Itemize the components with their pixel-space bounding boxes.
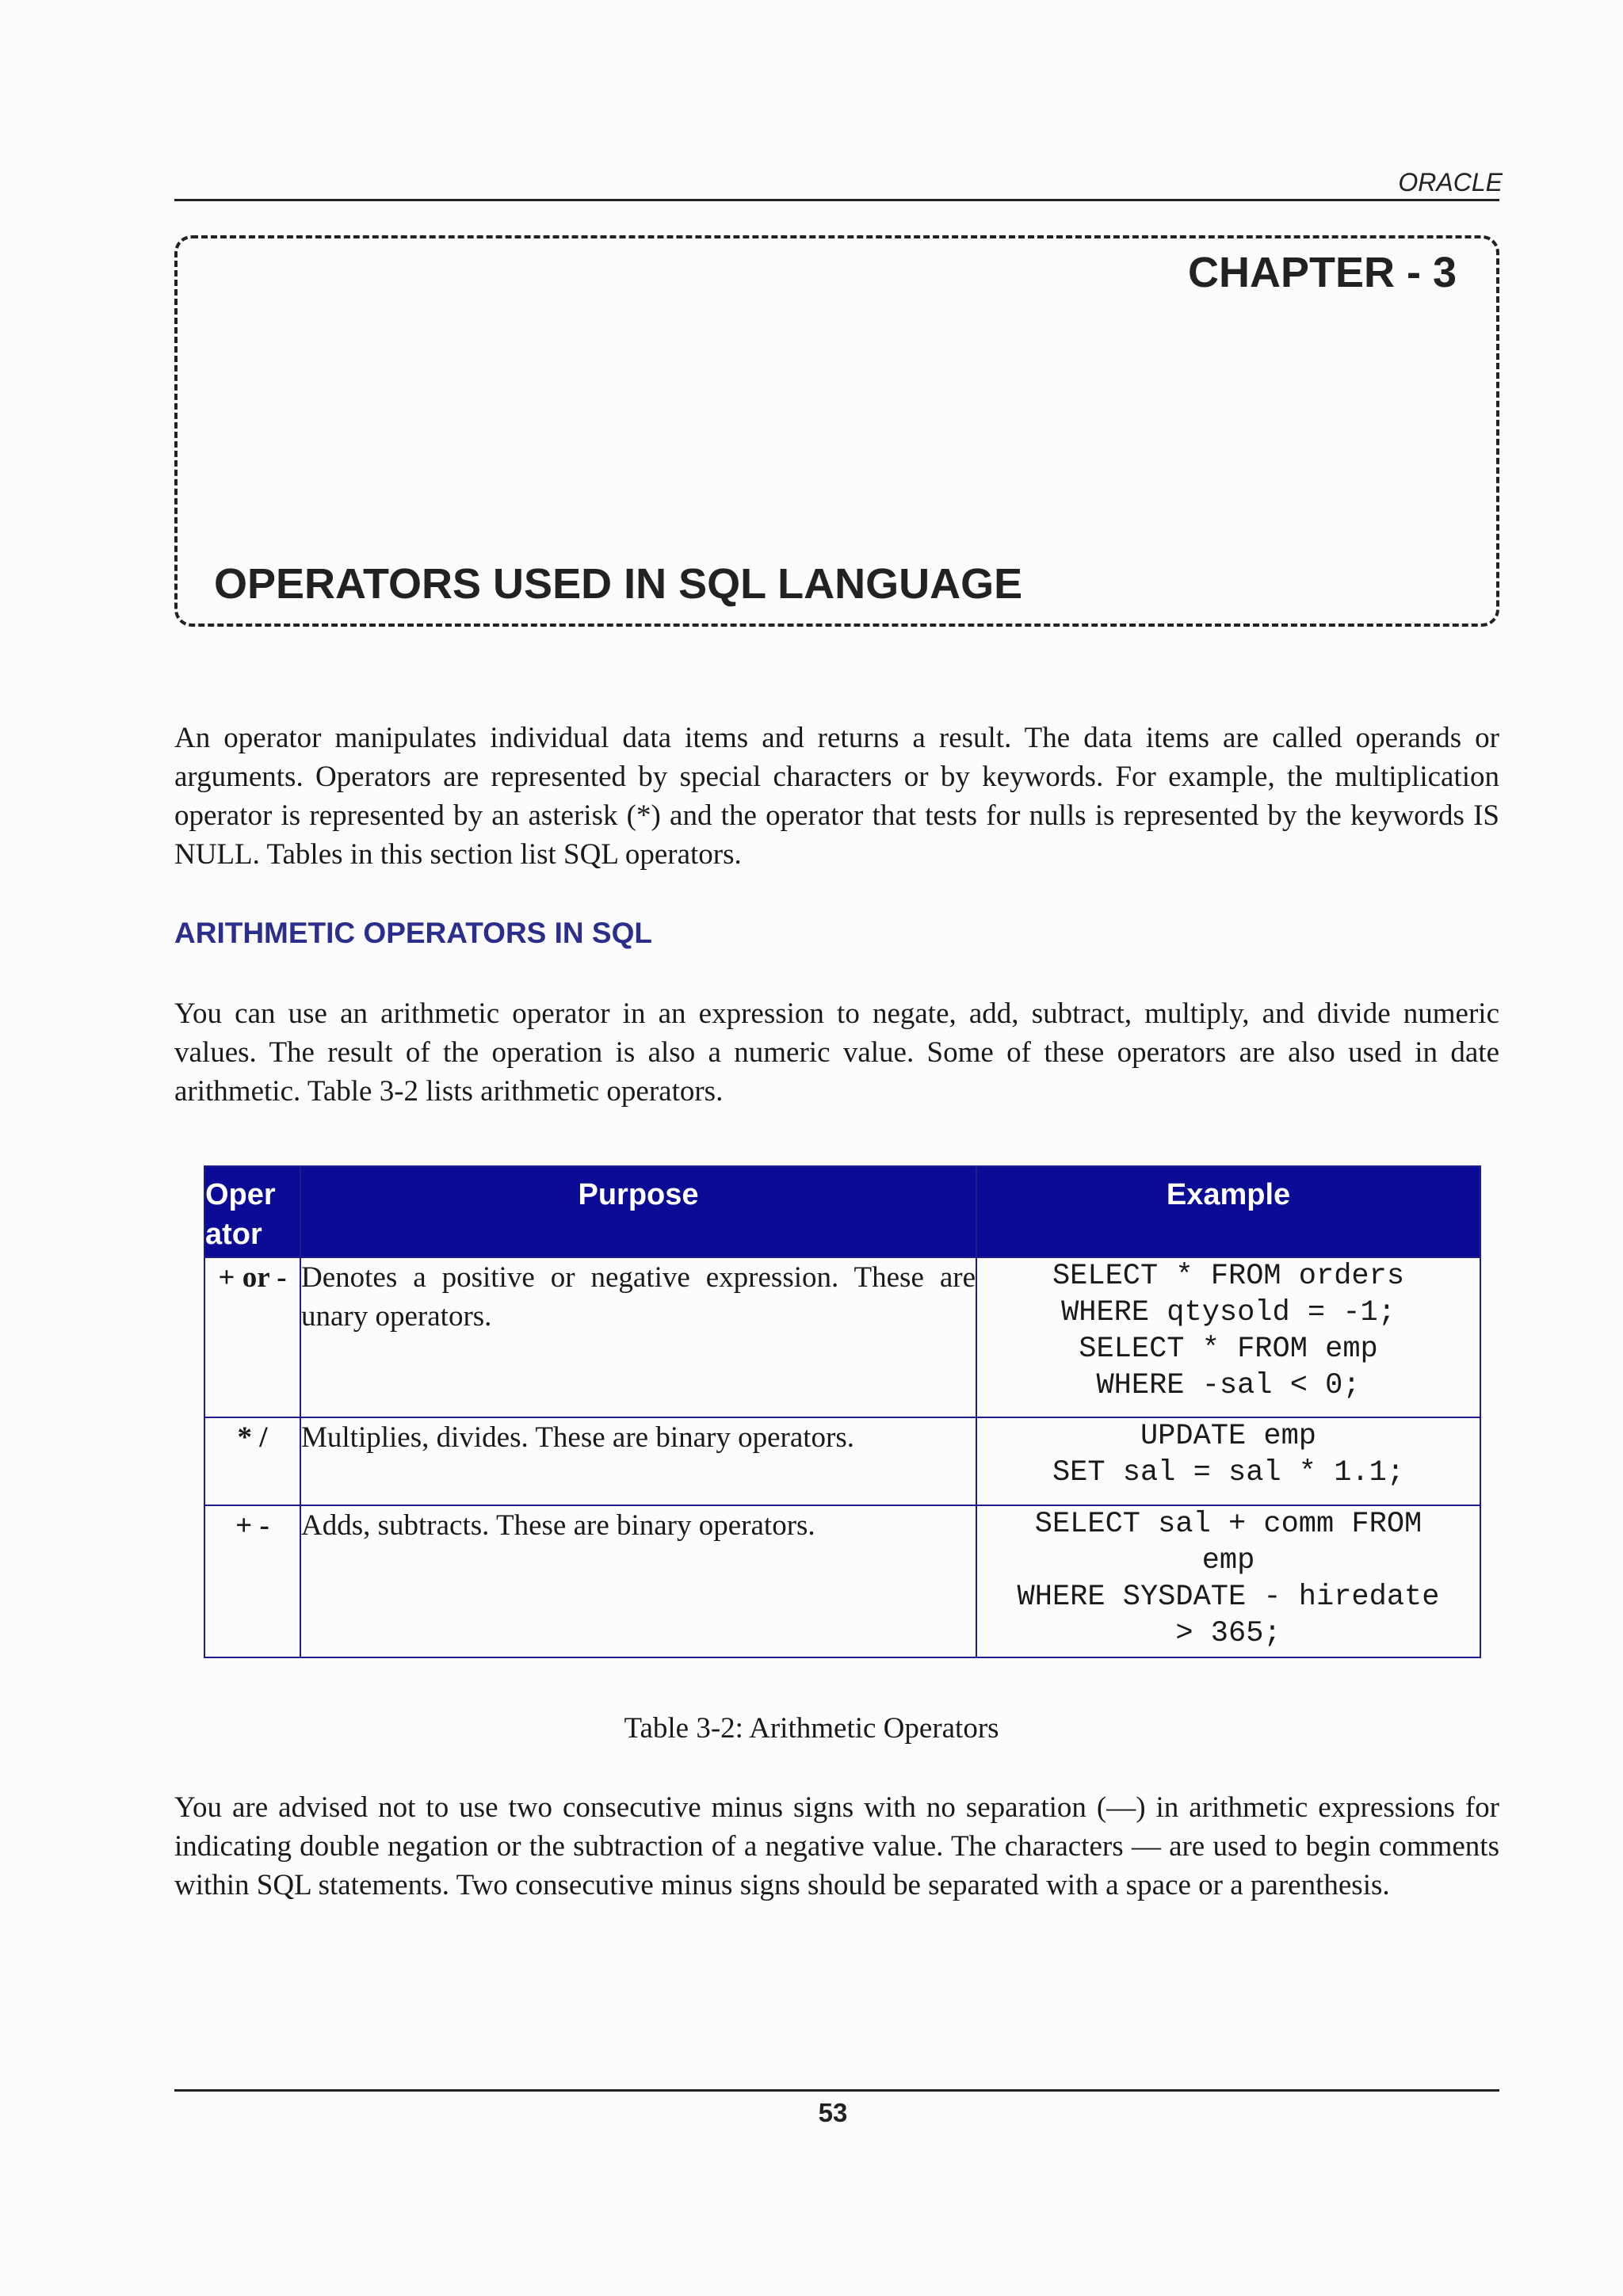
table-row <box>204 1417 1480 1505</box>
operator-cell: + or - <box>204 1257 300 1417</box>
footer-rule <box>174 2089 1499 2092</box>
operator-cell: * / <box>204 1417 300 1505</box>
purpose-cell: Adds, subtracts. These are binary operators. <box>300 1505 976 1657</box>
example-cell: SELECT * FROM orders WHERE qtysold = -1; SELECT * FROM emp WHERE -sal < 0; <box>976 1257 1480 1417</box>
chapter-number: CHAPTER - 3 <box>1187 249 1457 296</box>
header-purpose: Purpose <box>300 1166 976 1257</box>
arithmetic-operators-table <box>204 1165 1481 1658</box>
table-row <box>204 1505 1480 1657</box>
running-header: ORACLE <box>1398 168 1503 196</box>
example-cell: SELECT sal + comm FROM emp WHERE SYSDATE - hiredate > 365; <box>976 1505 1480 1657</box>
operator-cell: + - <box>204 1505 300 1657</box>
closing-paragraph: You are advised not to use two consecutive minus signs with no separation (—) in arithmetic expressions for indicating double negation or the subtraction of a negative value. The characters — are used to begin comments within SQL statements. Two consecutive minus signs should be separated with a space or a parenthesis. <box>174 1791 1499 1901</box>
section-heading: ARITHMETIC OPERATORS IN SQL <box>174 917 652 949</box>
table-header-row <box>204 1166 1480 1257</box>
table-caption: Table 3-2: Arithmetic Operators <box>624 1712 999 1745</box>
header-rule <box>174 199 1499 201</box>
chapter-title: OPERATORS USED IN SQL LANGUAGE <box>214 560 1023 608</box>
purpose-cell: Multiplies, divides. These are binary operators. <box>300 1417 976 1505</box>
intro-paragraph: An operator manipulates individual data items and returns a result. The data items are called operands or arguments. Operators are represented by special characters or by keywords. For example, the multiplication operator is represented by an asterisk (*) and the operator that tests for nulls is represented by the keywords IS NULL. Tables in this section list SQL operators. <box>174 722 1499 871</box>
purpose-cell: Denotes a positive or negative expression. These are unary operators. <box>300 1257 976 1417</box>
header-operator: Oper ator <box>204 1166 300 1257</box>
chapter-title-box <box>174 235 1499 627</box>
table-row <box>204 1257 1480 1417</box>
example-cell: UPDATE emp SET sal = sal * 1.1; <box>976 1417 1480 1505</box>
page-number: 53 <box>818 2098 848 2127</box>
section-paragraph: You can use an arithmetic operator in an expression to negate, add, subtract, multiply, and divide numeric values. The result of the operation is also a numeric value. Some of these operators are also used in date arithmetic. Table 3-2 lists arithmetic operators. <box>174 997 1499 1108</box>
header-example: Example <box>976 1166 1480 1257</box>
